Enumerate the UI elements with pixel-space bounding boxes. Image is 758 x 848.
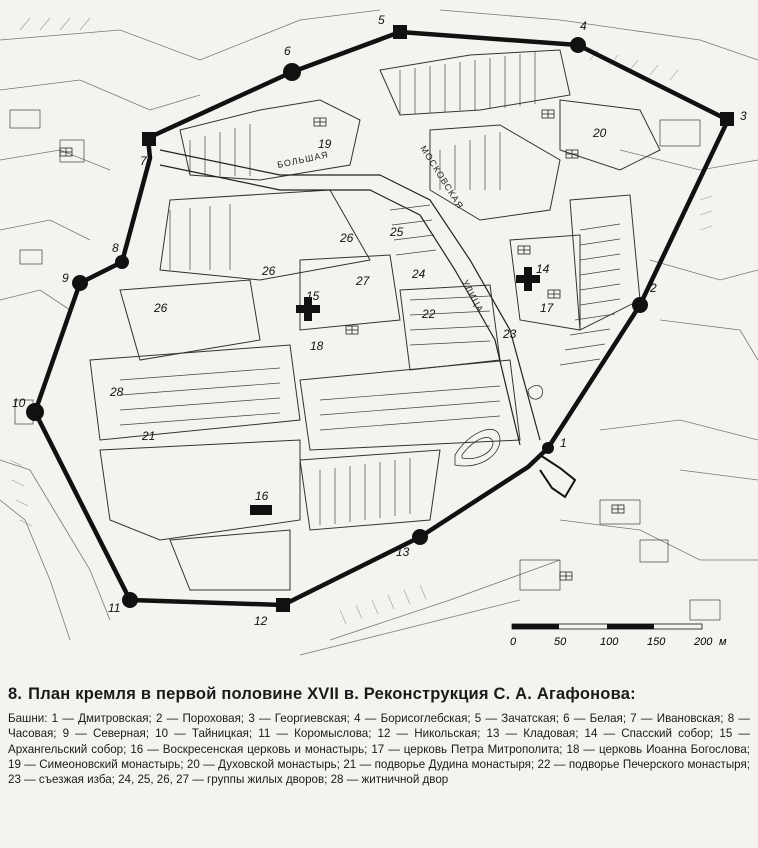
gate-1-outer (540, 455, 575, 497)
tower-label: 8 (112, 241, 119, 255)
object-label: 26 (262, 264, 276, 278)
object-label: 24 (412, 267, 426, 281)
street-name-bolshaya: БОЛЬШАЯ (276, 149, 330, 170)
tower-2-marker (632, 297, 648, 313)
tower-8-marker (115, 255, 129, 269)
object-label: 14 (536, 262, 550, 276)
tower-7-marker (142, 132, 156, 146)
tower-10-marker (26, 403, 44, 421)
street-name-moskovskaya: МОСКОВСКАЯ (418, 143, 466, 212)
scale-unit: м (719, 636, 727, 648)
tower-11-marker (122, 592, 138, 608)
scale-tick-100: 100 (600, 636, 619, 648)
tower-labels (12, 13, 747, 628)
outside-buildings (10, 110, 720, 620)
tower-12-marker (276, 598, 290, 612)
interior-plot-lines (120, 52, 620, 525)
outside-hatching (10, 18, 712, 624)
caption-title-line (8, 684, 750, 705)
scale-tick-150: 150 (647, 636, 666, 648)
tower-label: 1 (560, 436, 567, 450)
object-label: 21 (142, 429, 156, 443)
object-label: 20 (593, 126, 607, 140)
tower-4-marker (570, 37, 586, 53)
interior-blocks (90, 50, 660, 590)
object-label: 15 (306, 289, 320, 303)
tower-label: 4 (580, 19, 587, 33)
church-16-icon (250, 505, 272, 515)
scale-tick-0: 0 (510, 636, 517, 648)
pond (455, 385, 543, 466)
tower-6-marker (283, 63, 301, 81)
object-label: 22 (422, 307, 436, 321)
tower-label: 6 (284, 44, 291, 58)
object-label: 27 (356, 274, 370, 288)
caption-legend: Башни: 1 — Дмитровская; 2 — Пороховая; 3 — Георгиевская; 4 — Борисоглебская; 5 — Зачатская; 6 — Белая; 7 — Ивановская; 8 — Часовая; 9 — Северная; 10 — Тайницкая; 11 — Коромыслова; 12 — Никольская; 13 — Кладовая; 14 — Спасский собор; 15 — Архангельский собор; 16 — Воскресенская церковь и монастырь; 17 — церковь Петра Митрополита; 18 — церковь Иоанна Богослова; 19 — Симеоновский монастырь; 20 — Духовской монастырь; 21 — подворье Дудина монастыря; 22 — подворье Печерского монастыря; 23 — съезжая изба; 24, 25, 26, 27 — группы жилых дворов; 28 — житничной двор (8, 712, 750, 787)
tower-label: 12 (254, 614, 268, 628)
tower-label: 3 (740, 109, 747, 123)
tower-label: 9 (62, 271, 69, 285)
main-street (160, 150, 540, 445)
tower-label: 5 (378, 13, 385, 27)
kremlin-wall (35, 32, 728, 605)
object-label: 25 (390, 225, 404, 239)
figure-title: План кремля в первой половине XVII в. Реконструкция С. А. Агафонова: (28, 685, 636, 703)
scale-tick-50: 50 (554, 636, 567, 648)
object-label: 26 (154, 301, 168, 315)
object-label: 18 (310, 339, 324, 353)
tower-1-marker (542, 442, 554, 454)
tower-3-marker (720, 112, 734, 126)
tower-label: 2 (650, 281, 657, 295)
tower-13-marker (412, 529, 428, 545)
object-label: 17 (540, 301, 554, 315)
figure-caption (8, 684, 750, 787)
object-labels (109, 126, 607, 503)
object-label: 23 (503, 327, 517, 341)
scale-tick-200: 200 (694, 636, 713, 648)
scale-bar (510, 624, 727, 648)
object-label: 28 (110, 385, 124, 399)
tower-label: 7 (140, 154, 147, 168)
tower-label: 11 (108, 601, 121, 615)
figure-number: 8. (8, 685, 23, 703)
object-label: 19 (318, 137, 332, 151)
object-label: 26 (340, 231, 354, 245)
tower-label: 13 (396, 545, 410, 559)
tower-9-marker (72, 275, 88, 291)
object-label: 16 (255, 489, 269, 503)
street-name-ulitsa: УЛИЦА (460, 278, 486, 315)
tower-5-marker (393, 25, 407, 39)
tower-label: 10 (12, 396, 26, 410)
